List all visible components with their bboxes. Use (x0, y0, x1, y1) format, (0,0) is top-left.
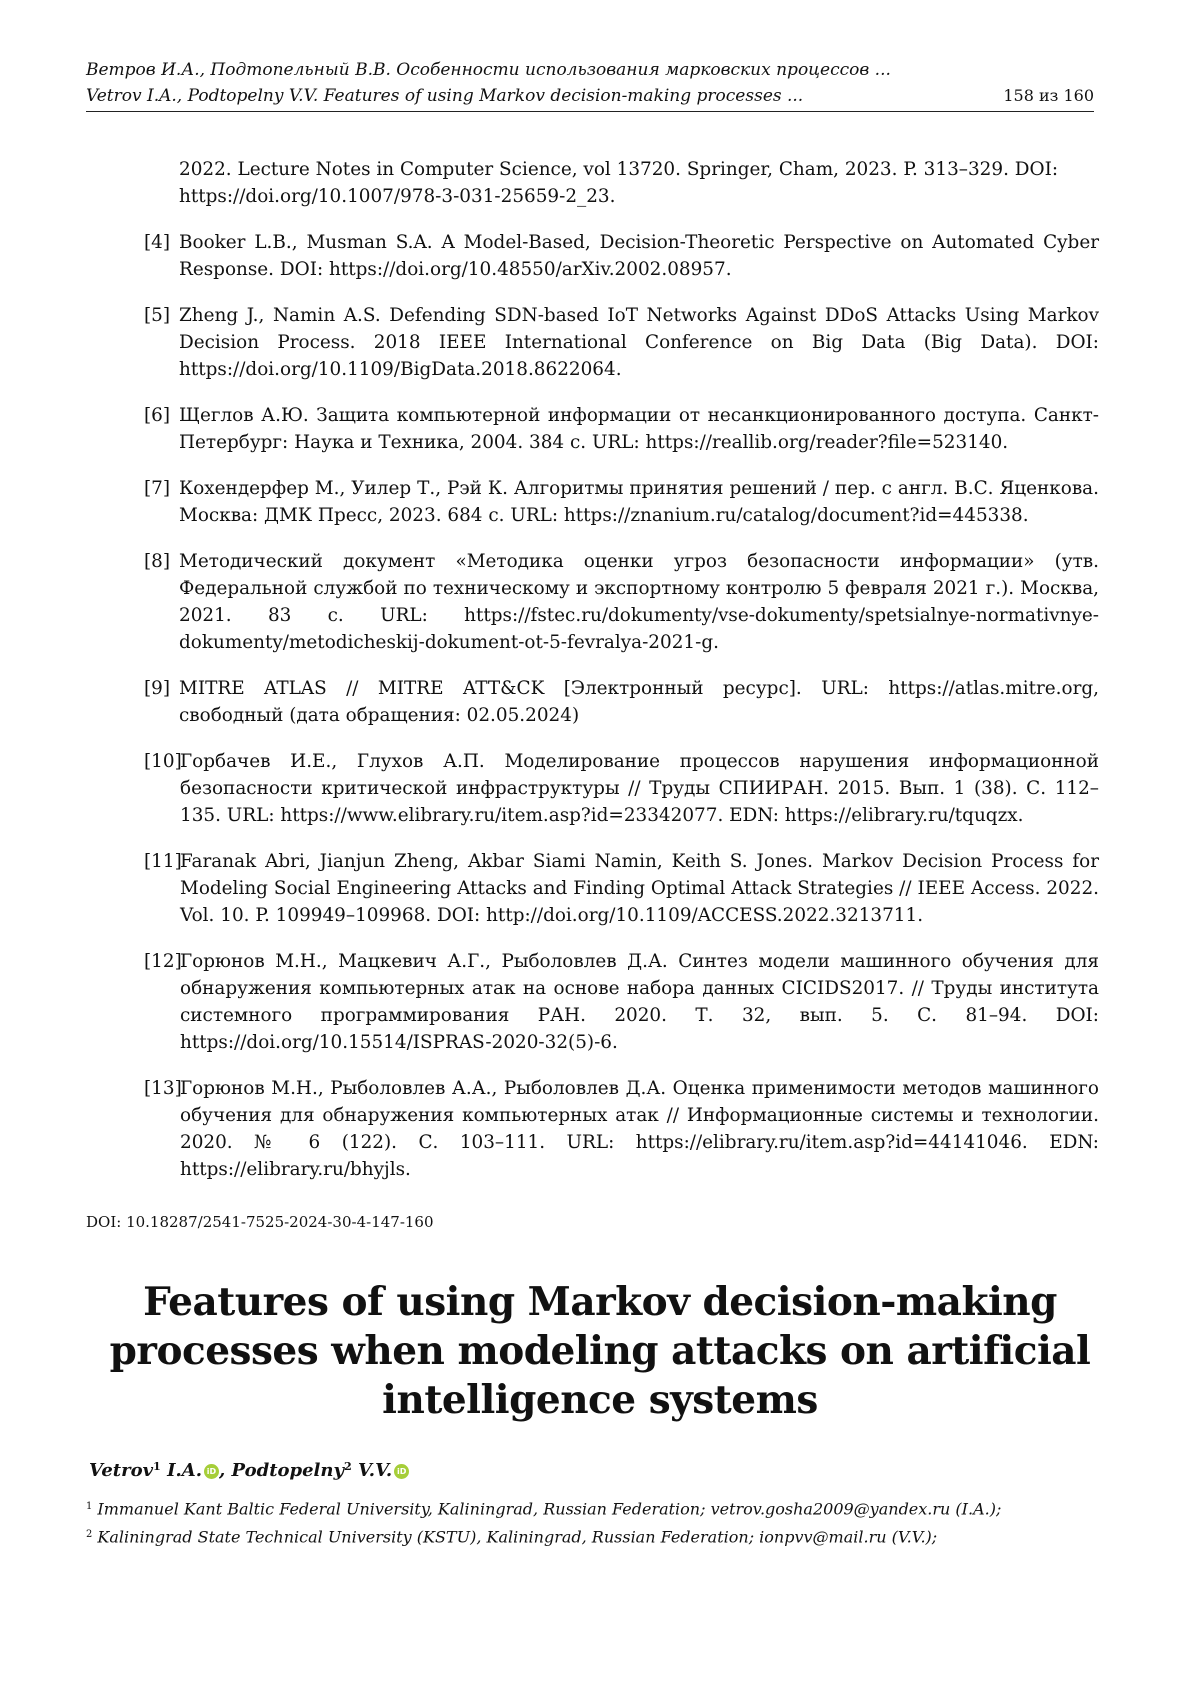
affiliation-text: Kaliningrad State Technical University (KSTU), Kaliningrad, Russian Federation; ionpvv@mail.ru (V.V.); (97, 1527, 938, 1547)
affiliation-mark: 2 (86, 1529, 93, 1541)
reference-item (144, 229, 1099, 283)
reference-continuation: 2022. Lecture Notes in Computer Science, vol 13720. Springer, Cham, 2023. P. 313–329. DOI: https://doi.org/10.1007/978-3-031-25659-2_23. (179, 159, 1059, 207)
author-2-affil-mark: 2 (343, 1460, 352, 1473)
reference-number: [6] (144, 405, 171, 426)
affiliation-item (86, 1494, 1001, 1522)
header-line-en (86, 83, 1094, 112)
reference-item (144, 675, 1099, 729)
author-2-name: Podtopelny (231, 1460, 344, 1482)
article-title: Features of using Markov decision-making processes when modeling attacks on artificial intelligence systems (109, 1279, 1091, 1423)
orcid-icon[interactable]: iD (204, 1464, 219, 1479)
page-number: 158 из 160 (1003, 86, 1094, 105)
reference-item (144, 948, 1099, 1056)
orcid-icon[interactable]: iD (394, 1464, 409, 1479)
article-doi: DOI: 10.18287/2541-7525-2024-30-4-147-160 (86, 1213, 434, 1231)
reference-text: Zheng J., Namin A.S. Defending SDN-based IoT Networks Against DDoS Attacks Using Markov Decision Process. 2018 IEEE International Conference on Big Data (Big Data). DOI: https://doi.org/10.1109/BigData.2018.8622064. (179, 305, 1099, 380)
reference-item (144, 848, 1099, 929)
reference-number: [7] (144, 478, 171, 499)
reference-text: MITRE ATLAS // MITRE ATT&CK [Электронный ресурс]. URL: https://atlas.mitre.org, свободный (дата обращения: 02.05.2024) (179, 678, 1099, 726)
reference-item (144, 475, 1099, 529)
reference-list (144, 156, 1099, 1202)
author-1-initials: I.A. (167, 1460, 202, 1482)
reference-item (144, 1075, 1099, 1183)
reference-text: Методический документ «Методика оценки угроз безопасности информации» (утв. Федеральной службой по техническому и экспортному контролю 5 февраля 2021 г.). Москва, 2021. 83 с. URL: https://fstec.ru/dokumenty/vse-dokumenty/spetsialnye-normativnye-dokumenty/metodicheskij-dokument-ot-5-fevralya-2021-g. (179, 551, 1099, 653)
reference-item (144, 402, 1099, 456)
reference-text: Booker L.B., Musman S.A. A Model-Based, Decision-Theoretic Perspective on Automated Cyber Response. DOI: https://doi.org/10.48550/arXiv.2002.08957. (179, 232, 1099, 280)
running-header (86, 58, 1094, 112)
affiliation-list (86, 1494, 1001, 1551)
reference-number: [4] (144, 232, 171, 253)
reference-text: Горбачев И.Е., Глухов А.П. Моделирование процессов нарушения информационной безопасности критической инфраструктуры // Труды СПИИРАН. 2015. Вып. 1 (38). С. 112–135. URL: https://www.elibrary.ru/item.asp?id=23342077. EDN: https://elibrary.ru/tquqzx. (180, 751, 1099, 826)
reference-item (144, 302, 1099, 383)
affiliation-text: Immanuel Kant Baltic Federal University, Kaliningrad, Russian Federation; vetrov.gosha2009@yandex.ru (I.A.); (97, 1499, 1002, 1519)
reference-item (144, 748, 1099, 829)
reference-text: Горюнов М.Н., Рыболовлев А.А., Рыболовлев Д.А. Оценка применимости методов машинного обучения для обнаружения компьютерных атак // Информационные системы и технологии. 2020. № 6 (122). С. 103–111. URL: https://elibrary.ru/item.asp?id=44141046. EDN: https://elibrary.ru/bhyjls. (180, 1078, 1099, 1180)
reference-number: [12] (144, 951, 182, 972)
header-line-ru: Ветров И.А., Подтопельный В.В. Особенности использования марковских процессов ... (86, 60, 891, 80)
author-2-initials: V.V. (357, 1460, 393, 1482)
author-1-affil-mark: 1 (153, 1460, 161, 1473)
affiliation-mark: 1 (86, 1501, 93, 1512)
reference-number: [10] (144, 751, 182, 772)
header-line-en-text: Vetrov I.A., Podtopelny V.V. Features of using Markov decision-making processes ... (86, 86, 804, 106)
reference-number: [5] (144, 305, 171, 326)
reference-item (144, 548, 1099, 656)
affiliation-item (86, 1522, 1001, 1550)
author-1-name: Vetrov (89, 1460, 154, 1482)
reference-number: [9] (144, 678, 171, 699)
reference-text: Щеглов А.Ю. Защита компьютерной информации от несанкционированного доступа. Санкт-Петербург: Наука и Техника, 2004. 384 с. URL: https://reallib.org/reader?file=523140. (179, 405, 1099, 453)
reference-text: Кохендерфер М., Уилер Т., Рэй К. Алгоритмы принятия решений / пер. с англ. В.С. Яценкова. Москва: ДМК Пресс, 2023. 684 с. URL: https://znanium.ru/catalog/document?id=445338. (179, 478, 1099, 526)
reference-number: [11] (144, 851, 182, 872)
reference-number: [8] (144, 551, 171, 572)
reference-text: Горюнов М.Н., Мацкевич А.Г., Рыболовлев Д.А. Синтез модели машинного обучения для обнаружения компьютерных атак на основе набора данных CICIDS2017. // Труды института системного программирования РАН. 2020. Т. 32, вып. 5. С. 81–94. DOI: https://doi.org/10.15514/ISPRAS-2020-32(5)-6. (180, 951, 1099, 1053)
reference-text: Faranak Abri, Jianjun Zheng, Akbar Siami Namin, Keith S. Jones. Markov Decision Process for Modeling Social Engineering Attacks and Finding Optimal Attack Strategies // IEEE Access. 2022. Vol. 10. P. 109949–109968. DOI: http://doi.org/10.1109/ACCESS.2022.3213711. (180, 851, 1099, 926)
author-line: Vetrov$^1$ I.A. iD , Podtopelny$^2$ V.V. iD (89, 1460, 409, 1481)
reference-number: [13] (144, 1078, 182, 1099)
